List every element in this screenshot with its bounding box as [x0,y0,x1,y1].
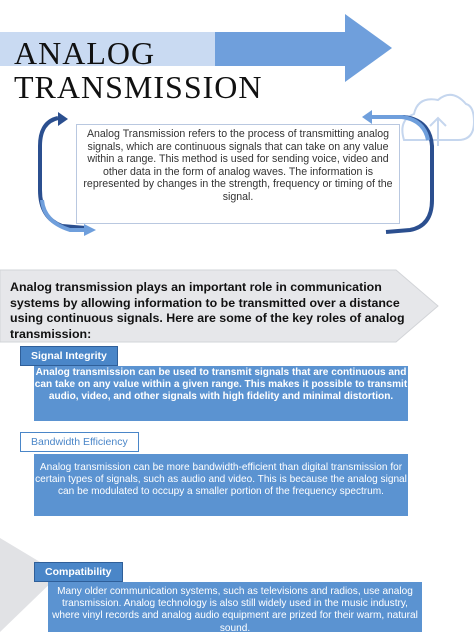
section-label-bandwidth-efficiency: Bandwidth Efficiency [20,432,139,452]
roles-intro-text: Analog transmission plays an important role in communication systems by allowing information to be transmitted over a distance using continuous signals. Here are some of the key roles of analog transmission: [10,280,405,341]
section-label-signal-integrity: Signal Integrity [20,346,118,366]
section-text-compatibility: Many older communication systems, such as televisions and radios, use analog transmission. Analog technology is also still widely used in the music industry, where vinyl records and analog audio equipment are prized for their warm, natural sound. [48,582,422,632]
intro-box [76,124,400,224]
section-text-signal-integrity: Analog transmission can be used to transmit signals that are continuous and can take on any value within a given range. This makes it possible to transmit audio, video, and other signals with high fidelity and minimal distortion. [34,366,408,421]
page-title-line1: ANALOG [14,35,156,71]
intro-text: Analog Transmission refers to the process of transmitting analog signals, which are continuous signals that can take on any value within a range. This method is used for sending voice, video and other data in the form of analog waves. The information is represented by changes in the strength, frequency or timing of the signal. [83,128,393,203]
section-text-bandwidth-efficiency: Analog transmission can be more bandwidth-efficient than digital transmission for certain types of signals, such as audio and video. This is because the analog signal can be modulated to occupy a smaller portion of the frequency spectrum. [34,454,408,516]
section-label-compatibility: Compatibility [34,562,123,582]
page-title-line2: TRANSMISSION [14,69,263,105]
